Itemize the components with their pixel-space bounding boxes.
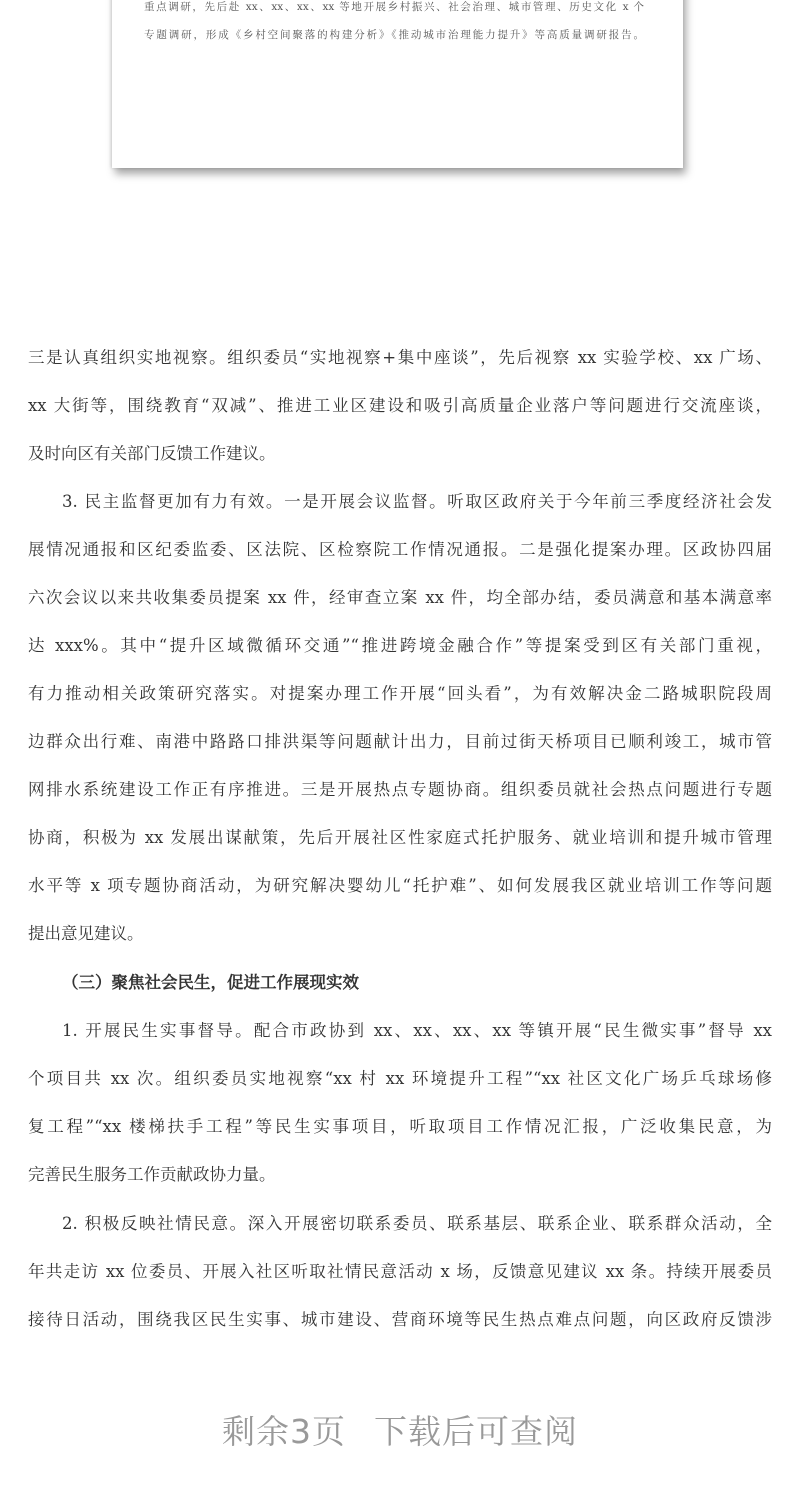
- paragraph-line: 接待日活动，围绕我区民生实事、城市建设、营商环境等民生热点难点问题，向区政府反馈涉: [28, 1310, 772, 1329]
- paragraph-line: 三是认真组织实地视察。组织委员“实地视察+集中座谈”，先后视察 xx 实验学校、xx 广场、: [28, 348, 772, 367]
- paragraph-line: 年共走访 xx 位委员、开展入社区听取社情民意活动 x 场，反馈意见建议 xx 条。持续开展委员: [28, 1262, 772, 1281]
- paragraph-line: xx 大街等，围绕教育“双减”、推进工业区建设和吸引高质量企业落户等问题进行交流座谈，: [28, 396, 772, 415]
- paragraph-line: 六次会议以来共收集委员提案 xx 件，经审查立案 xx 件，均全部办结，委员满意和基本满意率: [28, 588, 772, 607]
- paragraph-line: 1. 开展民生实事督导。配合市政协到 xx、xx、xx、xx 等镇开展“民生微实事”督导 xx: [62, 1021, 772, 1040]
- paragraph-line: 3. 民主监督更加有力有效。一是开展会议监督。听取区政府关于今年前三季度经济社会发: [62, 492, 772, 511]
- paragraph-line: 有力推动相关政策研究落实。对提案办理工作开展“回头看”，为有效解决金二路城职院段周: [28, 684, 772, 703]
- preview-page-card: [112, 0, 683, 168]
- download-to-view-text: 下载后可查阅: [374, 1412, 578, 1451]
- card-line: 专题调研，形成《乡村空间聚落的构建分析》《推动城市治理能力提升》等高质量调研报告。: [144, 29, 644, 41]
- download-prompt[interactable]: [0, 1406, 800, 1453]
- section-heading: （三）聚焦社会民生，促进工作展现实效: [62, 973, 359, 992]
- paragraph-line: 及时向区有关部门反馈工作建议。: [28, 444, 276, 463]
- paragraph-line: 边群众出行难、南港中路路口排洪渠等问题献计出力，目前过街天桥项目已顺利竣工，城市管: [28, 732, 772, 751]
- paragraph-line: 协商，积极为 xx 发展出谋献策，先后开展社区性家庭式托护服务、就业培训和提升城市管理: [28, 828, 772, 847]
- paragraph-line: 达 xxx%。其中“提升区域微循环交通”“推进跨境金融合作”等提案受到区有关部门重视，: [28, 636, 772, 655]
- paragraph-line: 提出意见建议。: [28, 924, 144, 943]
- remaining-pages-text: 剩余3页: [222, 1412, 346, 1451]
- paragraph-line: 网排水系统建设工作正有序推进。三是开展热点专题协商。组织委员就社会热点问题进行专题: [28, 780, 772, 799]
- paragraph-line: 展情况通报和区纪委监委、区法院、区检察院工作情况通报。二是强化提案办理。区政协四届: [28, 540, 772, 559]
- paragraph-line: 完善民生服务工作贡献政协力量。: [28, 1165, 276, 1184]
- paragraph-line: 复工程”“xx 楼梯扶手工程”等民生实事项目，听取项目工作情况汇报，广泛收集民意，为: [28, 1117, 772, 1136]
- paragraph-line: 2. 积极反映社情民意。深入开展密切联系委员、联系基层、联系企业、联系群众活动，全: [62, 1214, 772, 1233]
- card-line: 重点调研，先后赴 xx、xx、xx、xx 等地开展乡村振兴、社会治理、城市管理、历史文化 x 个: [144, 1, 644, 13]
- paragraph-line: 个项目共 xx 次。组织委员实地视察“xx 村 xx 环境提升工程”“xx 社区文化广场乒乓球场修: [28, 1069, 772, 1088]
- paragraph-line: 水平等 x 项专题协商活动，为研究解决婴幼儿“托护难”、如何发展我区就业培训工作等问题: [28, 876, 772, 895]
